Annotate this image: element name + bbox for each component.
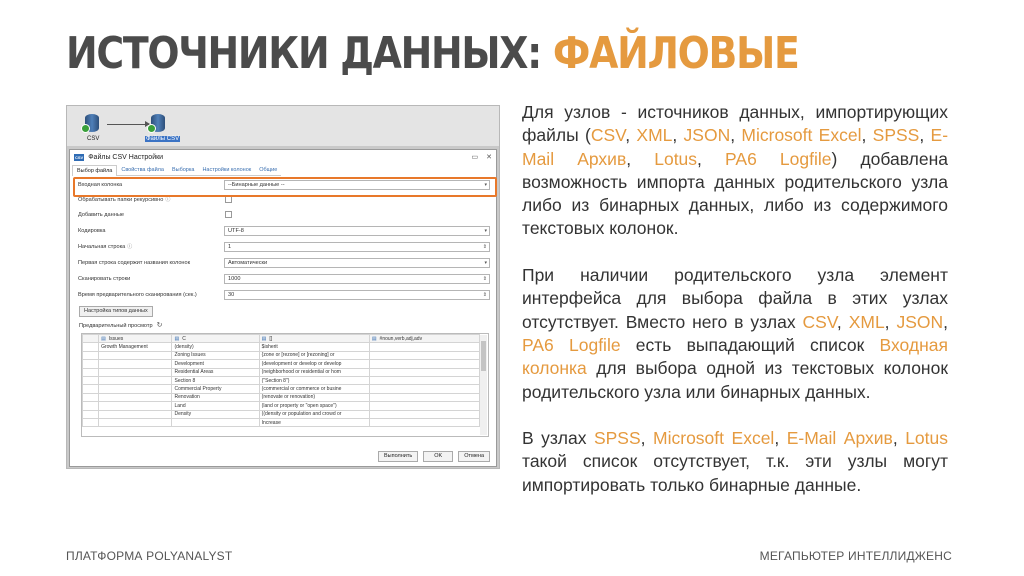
refresh-icon[interactable]: ↻	[156, 322, 163, 329]
table-cell	[369, 410, 479, 418]
stepper-icon: ⇕	[482, 291, 487, 298]
preview-grid	[81, 333, 489, 437]
table-cell	[83, 360, 99, 368]
cancel-button[interactable]: Отмена	[458, 451, 490, 462]
table-header-cell	[83, 335, 99, 343]
description-text	[522, 101, 948, 520]
scan-time-row	[78, 289, 494, 300]
start-row-row	[78, 241, 494, 252]
start-row-stepper[interactable]: 1 ⇕	[224, 242, 490, 252]
table-cell	[369, 351, 479, 359]
table-row	[83, 393, 480, 401]
highlighted-term: PA6 Logfile	[725, 148, 832, 169]
highlighted-term: E-Mail Архив	[522, 125, 949, 169]
table-cell: Land	[172, 402, 259, 410]
table-cell	[83, 368, 99, 376]
table-cell	[369, 368, 479, 376]
tab-sampling[interactable]: Выборка	[168, 165, 198, 176]
highlighted-term: Microsoft Excel	[741, 125, 862, 146]
chevron-down-icon: ▾	[484, 181, 487, 188]
info-icon: ⓘ	[165, 197, 171, 203]
table-row	[83, 402, 480, 410]
table-cell: Zoning Issues	[172, 351, 259, 359]
highlighted-term: JSON	[896, 311, 944, 332]
stepper-icon: ⇕	[482, 275, 487, 282]
maximize-icon[interactable]: ▭	[471, 154, 479, 161]
table-row	[83, 360, 480, 368]
highlighted-term: CSV	[802, 311, 837, 332]
title-main: ИСТОЧНИКИ ДАННЫХ:	[66, 28, 553, 79]
title-accent: ФАЙЛОВЫЕ	[552, 28, 799, 79]
header-row-select[interactable]: Автоматически ▾	[224, 258, 490, 268]
table-cell	[369, 360, 479, 368]
scan-time-label: Время предварительного сканирования (сек.)	[78, 291, 197, 298]
info-icon: ⓘ	[127, 244, 133, 250]
highlighted-term: XML	[636, 125, 673, 146]
vertical-scrollbar[interactable]	[480, 335, 487, 435]
table-cell	[369, 402, 479, 410]
link-arrow	[107, 124, 149, 125]
execute-button[interactable]: Выполнить	[378, 451, 418, 462]
highlighted-term: E-Mail Архив	[786, 428, 893, 449]
status-badge	[147, 124, 156, 133]
table-cell	[83, 376, 99, 384]
table-cell	[83, 410, 99, 418]
table-cell	[83, 402, 99, 410]
paragraph-2	[522, 264, 948, 404]
table-cell: ((density or population and crowd or	[259, 410, 369, 418]
text-segment: ,	[943, 311, 948, 332]
highlighted-term: Lotus	[654, 148, 698, 169]
table-cell	[172, 418, 259, 426]
highlighted-term: Входная колонка	[522, 334, 948, 379]
text-segment: ,	[672, 125, 684, 146]
table-cell: Residential Areas	[172, 368, 259, 376]
dialog-title: Файлы CSV Настройки	[88, 153, 164, 161]
scrollbar-thumb[interactable]	[481, 341, 486, 371]
table-header-cell[interactable]: ▤ #noun,verb,adj,adv	[369, 335, 479, 343]
scan-time-stepper[interactable]: 30 ⇕	[224, 290, 490, 300]
table-cell: Increase	[259, 418, 369, 426]
table-cell	[99, 402, 172, 410]
column-type-icon: ▤	[371, 335, 377, 342]
text-segment: При наличии родительского узла элемент интерфейса для выбора файла в этих узлах отсутствует. Вместо него в узлах	[522, 265, 948, 332]
status-badge	[81, 124, 90, 133]
chevron-down-icon: ▾	[484, 259, 487, 266]
table-cell: Section 8	[172, 376, 259, 384]
table-row	[83, 351, 480, 359]
highlighted-term: SPSS	[872, 125, 920, 146]
table-cell: Development	[172, 360, 259, 368]
header-row-row	[78, 257, 494, 268]
slide-title	[66, 28, 799, 79]
table-cell	[99, 376, 172, 384]
column-type-icon: ▤	[174, 335, 180, 342]
table-cell	[99, 360, 172, 368]
table-cell	[83, 418, 99, 426]
text-segment: ) добавлена возможность импорта данных родительского узла либо из бинарных данных, либо из содержимого текстовых колонок.	[522, 148, 948, 239]
text-segment: ,	[919, 125, 931, 146]
table-cell	[99, 410, 172, 418]
highlighted-term: PA6 Logfile	[522, 334, 621, 355]
screenshot-panel	[66, 105, 500, 469]
table-cell: Growth Management	[99, 343, 172, 351]
table-cell: (development or develop or develop	[259, 360, 369, 368]
table-row	[83, 376, 480, 384]
table-cell	[83, 351, 99, 359]
table-cell	[369, 393, 479, 401]
chevron-down-icon: ▾	[484, 227, 487, 234]
table-cell	[99, 393, 172, 401]
table-header-cell[interactable]: ▤ Issues	[99, 335, 172, 343]
append-checkbox[interactable]	[225, 211, 232, 218]
highlighted-term: JSON	[683, 125, 731, 146]
table-cell: (commercial or commerce or busine	[259, 385, 369, 393]
table-cell: $isherit	[259, 343, 369, 351]
header-row-label: Первая строка содержит названия колонок	[78, 259, 191, 266]
text-segment: Для узлов - источников данных, импортирующих файлы (	[522, 102, 948, 146]
table-row	[83, 418, 480, 426]
table-row	[83, 343, 480, 351]
table-cell	[99, 368, 172, 376]
csv-node-label: CSV	[87, 136, 100, 142]
encoding-row	[78, 225, 494, 236]
recursive-label: Обрабатывать папки рекурсивно ⓘ	[78, 197, 171, 203]
table-cell: {zone or [rezone] or [rezoning] or	[259, 351, 369, 359]
table-cell	[99, 385, 172, 393]
text-segment: ,	[884, 311, 897, 332]
table-row	[83, 368, 480, 376]
table-cell	[99, 351, 172, 359]
data-types-button[interactable]: Настройка типов данных	[79, 306, 153, 317]
recursive-checkbox[interactable]	[225, 196, 232, 203]
encoding-select[interactable]: UTF-8 ▾	[224, 226, 490, 236]
text-segment: ,	[892, 428, 906, 449]
orange-highlight-frame	[73, 177, 497, 197]
tab-general[interactable]: Общие	[255, 165, 281, 176]
scan-rows-stepper[interactable]: 1000 ⇕	[224, 274, 490, 284]
append-row	[78, 209, 494, 220]
column-type-icon: ▤	[101, 335, 106, 342]
text-segment: такой список отсутствует, т.к. эти узлы могут импортировать только бинарные данные.	[522, 451, 948, 495]
text-segment: ,	[730, 125, 742, 146]
text-segment: для выбора одной из текстовых колонок родительского узла или бинарных данных.	[522, 358, 948, 402]
csv-files-node[interactable]	[147, 112, 171, 136]
encoding-label: Кодировка	[78, 227, 106, 234]
dialog-tabs	[72, 165, 281, 176]
tab-file-properties[interactable]: Свойства файла	[117, 165, 168, 176]
preview-table	[82, 334, 480, 427]
text-segment: ,	[774, 428, 787, 449]
ok-button[interactable]: OK	[423, 451, 453, 462]
table-cell: Density	[172, 410, 259, 418]
table-row	[83, 410, 480, 418]
table-cell: (renovate or renovation)	[259, 393, 369, 401]
table-cell	[369, 418, 479, 426]
table-cell	[83, 343, 99, 351]
table-cell: (neighborhood or residential or hom	[259, 368, 369, 376]
highlighted-term: Microsoft Excel	[653, 428, 775, 449]
input-column-label: Входная колонка	[78, 181, 123, 188]
close-icon[interactable]: ✕	[486, 154, 492, 161]
table-header-row	[83, 335, 480, 343]
preview-label: Предварительный просмотр ↻	[79, 322, 163, 329]
table-cell: Renovation	[172, 393, 259, 401]
table-cell	[369, 376, 479, 384]
dialog-footer	[378, 451, 490, 462]
start-row-label: Начальная строка ⓘ	[78, 244, 133, 250]
table-cell: (land or property or "open space")	[259, 402, 369, 410]
stepper-icon: ⇕	[482, 243, 487, 250]
table-header-cell[interactable]: ▤ []	[259, 335, 369, 343]
workflow-canvas	[67, 106, 500, 146]
append-label: Добавить данные	[78, 211, 124, 218]
text-segment: ,	[836, 311, 849, 332]
highlighted-term: Lotus	[905, 428, 948, 449]
input-column-select[interactable]: --Бинарные данные -- ▾	[224, 180, 490, 190]
text-segment: ,	[625, 125, 637, 146]
dialog-titlebar	[70, 150, 496, 164]
footer-company: МЕГАПЬЮТЕР ИНТЕЛЛИДЖЕНС	[759, 549, 952, 563]
highlighted-term: XML	[848, 311, 885, 332]
tab-file-select[interactable]: Выбор файла	[72, 165, 117, 176]
footer-platform: ПЛАТФОРМА POLYANALYST	[66, 549, 233, 563]
text-segment: ,	[697, 148, 726, 169]
text-segment: есть выпадающий список	[620, 334, 880, 355]
text-segment: В узлах	[522, 428, 594, 449]
table-cell: Commercial Property	[172, 385, 259, 393]
csv-files-node-label: Файлы CSV	[146, 136, 180, 142]
table-cell	[369, 343, 479, 351]
csv-icon: CSV	[75, 154, 84, 160]
table-header-cell[interactable]: ▤ C	[172, 335, 259, 343]
table-cell	[83, 393, 99, 401]
text-segment: ,	[861, 125, 873, 146]
text-segment: ,	[640, 428, 654, 449]
scan-rows-label: Сканировать строки	[78, 275, 131, 282]
column-type-icon: ▤	[261, 335, 267, 342]
text-segment: ,	[626, 148, 655, 169]
table-cell	[99, 418, 172, 426]
scan-rows-row	[78, 273, 494, 284]
highlighted-term: CSV	[590, 125, 626, 146]
table-cell: ("Section 8")	[259, 376, 369, 384]
highlighted-term: SPSS	[593, 428, 641, 449]
table-cell	[83, 385, 99, 393]
tab-column-settings[interactable]: Настройки колонок	[198, 165, 255, 176]
table-row	[83, 385, 480, 393]
paragraph-3	[522, 427, 948, 497]
table-cell	[369, 385, 479, 393]
csv-node[interactable]	[81, 112, 105, 136]
table-cell: (density)	[172, 343, 259, 351]
paragraph-1	[522, 101, 948, 241]
